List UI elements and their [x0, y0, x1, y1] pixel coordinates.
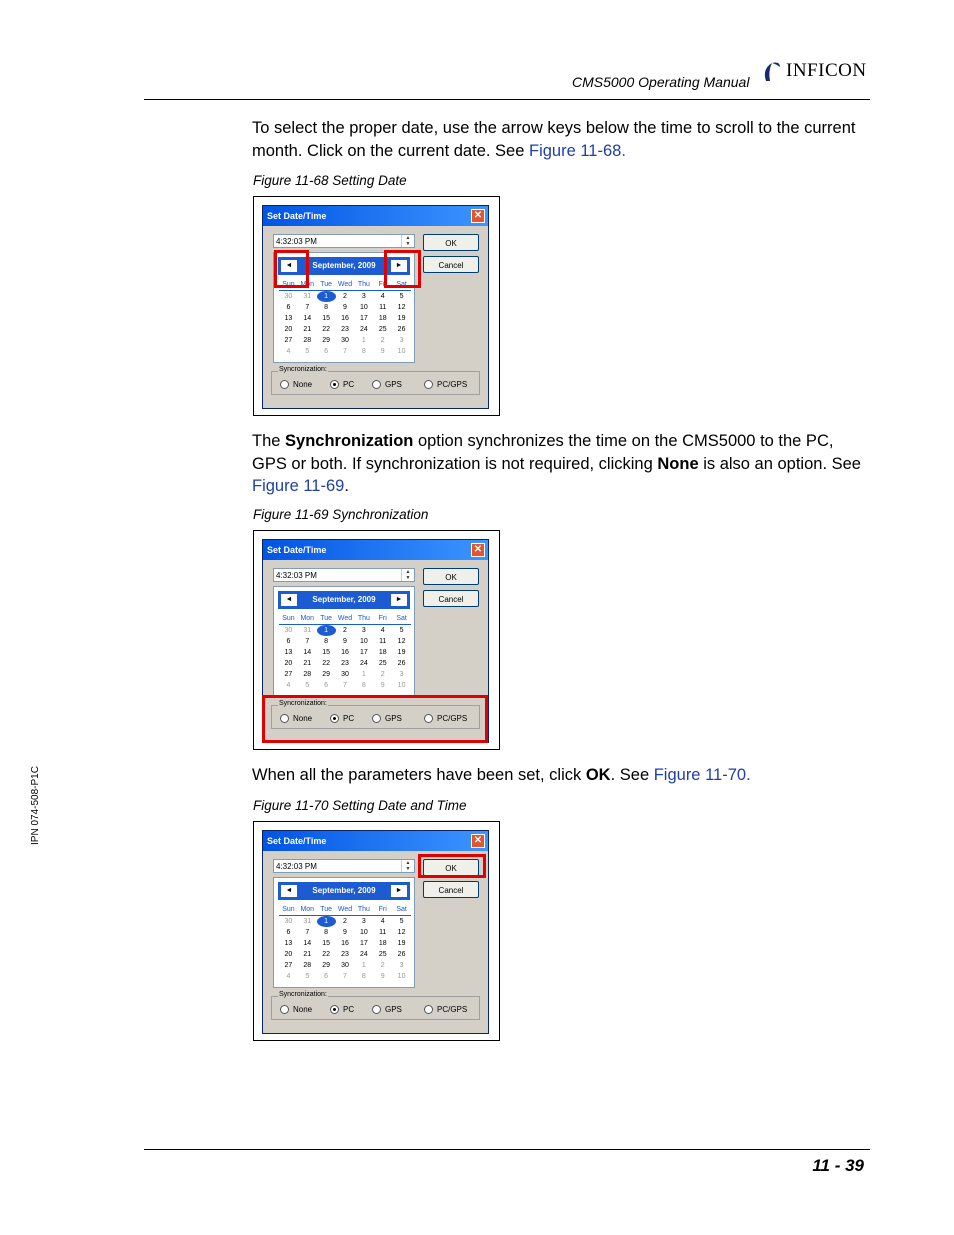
radio-icon [280, 380, 289, 389]
calendar-day[interactable]: 6 [324, 348, 329, 355]
day-of-week-label: Sat [392, 904, 411, 916]
sync-option-gps[interactable] [372, 380, 402, 389]
paragraph-2-text: option synchronizes the time on the CMS5000 to the PC, GPS or both. If synchronization is not required, clicking [252, 432, 834, 473]
ok-button[interactable]: OK [423, 859, 479, 876]
calendar-day[interactable]: 5 [399, 627, 404, 634]
time-spinner-icon[interactable]: ▲ ▼ [401, 860, 414, 872]
sync-option-none[interactable] [280, 380, 312, 389]
radio-selected-icon [330, 380, 339, 389]
sync-option-pc-gps[interactable] [424, 380, 467, 389]
calendar-day[interactable]: 22 [322, 660, 331, 667]
calendar-month: September, 2009 [312, 261, 376, 270]
calendar-grid [279, 279, 411, 357]
calendar-day[interactable]: 4 [286, 682, 291, 689]
calendar-day[interactable]: 2 [380, 671, 385, 678]
calendar-month: September, 2009 [312, 886, 376, 895]
calendar-day[interactable]: 30 [341, 337, 349, 344]
paragraph-2-text: is also an option. See [698, 454, 861, 473]
dialog-title: Set Date/Time [267, 836, 327, 846]
highlight-synchronization [262, 695, 488, 743]
calendar-day[interactable]: 1 [317, 625, 336, 636]
sync-option-pc-gps[interactable] [424, 1005, 467, 1014]
calendar-day[interactable]: 11 [379, 929, 387, 936]
calendar-day[interactable]: 5 [305, 348, 310, 355]
cancel-button[interactable]: Cancel [423, 881, 479, 898]
calendar-day[interactable]: 30 [284, 627, 293, 634]
calendar-day[interactable]: 2 [343, 627, 347, 634]
calendar-day[interactable]: 2 [343, 293, 347, 300]
figure-11-68 [253, 196, 500, 416]
calendar-day[interactable]: 8 [324, 638, 329, 645]
highlight-prev-arrow [274, 250, 309, 288]
calendar-day[interactable]: 15 [322, 315, 331, 322]
calendar-day[interactable]: 17 [359, 940, 368, 947]
calendar-day[interactable]: 9 [380, 682, 385, 689]
day-of-week-label: Fri [373, 613, 392, 625]
ok-button[interactable]: OK [423, 568, 479, 585]
calendar-day[interactable]: 10 [359, 638, 368, 645]
calendar-day[interactable]: 24 [359, 951, 368, 958]
sync-option-label: PC/GPS [437, 380, 468, 389]
calendar-day[interactable]: 23 [341, 326, 349, 333]
calendar-day[interactable]: 29 [322, 962, 331, 969]
calendar-day[interactable]: 3 [399, 671, 404, 678]
sync-option-pc[interactable] [330, 380, 354, 389]
sync-option-label: PC/GPS [437, 1005, 468, 1014]
inficon-mark-icon [760, 59, 782, 83]
dialog-title: Set Date/Time [267, 211, 327, 221]
calendar-day[interactable]: 30 [284, 293, 293, 300]
day-of-week-label: Tue [317, 279, 336, 291]
time-spinner-icon[interactable]: ▲ ▼ [401, 235, 414, 247]
figure-11-70-caption: Figure 11-70 Setting Date and Time [253, 798, 467, 813]
day-of-week-label: Fri [373, 279, 392, 291]
calendar-day[interactable]: 10 [397, 973, 406, 980]
calendar-day[interactable]: 9 [380, 973, 385, 980]
calendar-day[interactable]: 2 [380, 337, 385, 344]
time-input[interactable] [273, 859, 415, 873]
calendar-day[interactable]: 9 [343, 929, 347, 936]
calendar-day[interactable]: 5 [305, 682, 310, 689]
calendar-day[interactable]: 4 [286, 348, 291, 355]
calendar [273, 877, 415, 988]
calendar-day[interactable]: 20 [284, 326, 293, 333]
figure-11-69-caption: Figure 11-69 Synchronization [253, 507, 429, 522]
calendar-day[interactable]: 23 [341, 660, 349, 667]
calendar-day[interactable]: 3 [361, 918, 366, 925]
sync-option-label: None [293, 714, 313, 723]
sync-option-label: None [293, 380, 313, 389]
calendar-day[interactable]: 30 [284, 918, 293, 925]
calendar-day[interactable]: 17 [359, 649, 368, 656]
calendar-day[interactable]: 1 [361, 671, 366, 678]
calendar-header [278, 591, 410, 609]
sync-option-label: GPS [385, 714, 402, 723]
logo-text: INFICON [786, 60, 867, 81]
calendar-day[interactable]: 15 [322, 649, 331, 656]
day-of-week-label: Mon [298, 613, 317, 625]
calendar-day[interactable]: 5 [399, 918, 404, 925]
calendar-day[interactable]: 7 [305, 304, 310, 311]
calendar-day[interactable]: 27 [284, 671, 293, 678]
calendar-day[interactable]: 14 [303, 940, 312, 947]
paragraph-1 [252, 117, 872, 162]
calendar-day[interactable]: 14 [303, 315, 312, 322]
highlight-ok-button [418, 854, 486, 878]
cancel-button[interactable]: Cancel [423, 590, 479, 607]
sync-option-pc[interactable] [330, 1005, 354, 1014]
calendar-day[interactable]: 8 [361, 348, 366, 355]
paragraph-3-end: . [746, 766, 751, 784]
calendar-day[interactable]: 13 [284, 940, 293, 947]
calendar-day[interactable]: 23 [341, 951, 349, 958]
calendar-day[interactable]: 13 [284, 649, 293, 656]
prev-month-icon[interactable]: ◄ [281, 260, 297, 272]
radio-selected-icon [330, 1005, 339, 1014]
calendar-day[interactable]: 21 [303, 951, 312, 958]
calendar-day[interactable]: 22 [322, 951, 331, 958]
calendar-day[interactable]: 10 [359, 929, 368, 936]
calendar-day[interactable]: 25 [378, 660, 387, 667]
paragraph-3-bold: OK [585, 766, 611, 784]
calendar-day[interactable]: 8 [361, 682, 366, 689]
radio-icon [280, 1005, 289, 1014]
calendar-day[interactable]: 3 [399, 337, 404, 344]
calendar-day[interactable]: 28 [303, 671, 312, 678]
calendar-day[interactable]: 24 [359, 660, 368, 667]
sync-label: Syncronization: [279, 991, 327, 998]
calendar-day[interactable]: 16 [341, 649, 349, 656]
paragraph-1-text: To select the proper date, use the arrow keys below the time to scroll to the current month. Click on the current date. See [252, 119, 856, 160]
calendar-day[interactable]: 6 [324, 973, 329, 980]
time-input[interactable] [273, 568, 415, 582]
calendar-day[interactable]: 13 [284, 315, 293, 322]
calendar-day[interactable]: 1 [317, 291, 336, 302]
calendar-day[interactable]: 31 [303, 918, 312, 925]
day-of-week-label: Thu [354, 279, 373, 291]
calendar-day[interactable]: 1 [361, 962, 366, 969]
calendar-day[interactable]: 1 [317, 916, 336, 927]
figure-11-68-link[interactable]: Figure 11-68 [528, 141, 622, 160]
paragraph-2-text: The [252, 432, 286, 450]
paragraph-1-end: . [621, 141, 626, 160]
calendar-day[interactable]: 1 [361, 337, 366, 344]
calendar-day[interactable]: 18 [378, 315, 387, 322]
calendar-day[interactable]: 7 [343, 682, 347, 689]
calendar-day[interactable]: 4 [380, 293, 385, 300]
sync-option-gps[interactable] [372, 1005, 402, 1014]
calendar-grid [279, 904, 411, 982]
calendar-day[interactable]: 19 [397, 940, 406, 947]
running-header: CMS5000 Operating Manual [572, 74, 750, 90]
radio-icon [424, 380, 433, 389]
calendar-day[interactable]: 22 [322, 326, 331, 333]
day-of-week-label: Thu [354, 904, 373, 916]
dialog-title-bar [263, 831, 488, 851]
day-of-week-label: Sat [392, 279, 411, 291]
calendar-day[interactable]: 17 [359, 315, 368, 322]
calendar-day[interactable]: 10 [397, 682, 406, 689]
time-input[interactable] [273, 234, 415, 248]
calendar-day[interactable]: 31 [303, 627, 312, 634]
paragraph-2-end: . [344, 477, 349, 495]
document-id: IPN 074-508-P1C [30, 766, 41, 845]
figure-11-69 [253, 530, 500, 750]
calendar-day[interactable]: 8 [324, 304, 329, 311]
calendar-day[interactable]: 2 [343, 918, 347, 925]
calendar-day[interactable]: 30 [341, 671, 349, 678]
time-spinner-icon[interactable]: ▲ ▼ [401, 569, 414, 581]
day-of-week-label: Sun [279, 904, 298, 916]
paragraph-2-bold: None [657, 454, 699, 473]
set-date-time-dialog [262, 205, 489, 409]
day-of-week-label: Wed [336, 279, 355, 291]
time-value: 4:32:03 PM [276, 571, 317, 580]
paragraph-3-text: . See [610, 766, 654, 784]
day-of-week-label: Thu [354, 613, 373, 625]
prev-month-icon[interactable]: ◄ [281, 594, 297, 606]
calendar-day[interactable]: 12 [397, 304, 406, 311]
calendar-day[interactable]: 9 [380, 348, 385, 355]
calendar-day[interactable]: 27 [284, 337, 293, 344]
header-rule [144, 99, 870, 100]
calendar-day[interactable]: 3 [399, 962, 404, 969]
calendar-day[interactable]: 20 [284, 660, 293, 667]
figure-11-68-caption: Figure 11-68 Setting Date [253, 173, 407, 188]
calendar-day[interactable]: 2 [380, 962, 385, 969]
day-of-week-label: Fri [373, 904, 392, 916]
calendar-day[interactable]: 8 [324, 929, 329, 936]
highlight-next-arrow [384, 250, 421, 288]
calendar-day[interactable]: 5 [305, 973, 310, 980]
calendar-day[interactable]: 14 [303, 649, 312, 656]
calendar-day[interactable]: 21 [303, 326, 312, 333]
day-of-week-label: Sat [392, 613, 411, 625]
calendar-day[interactable]: 10 [359, 304, 368, 311]
close-icon[interactable]: ✕ [471, 834, 485, 848]
calendar-day[interactable]: 9 [343, 304, 347, 311]
calendar-day[interactable]: 4 [380, 918, 385, 925]
calendar-day[interactable]: 7 [343, 973, 347, 980]
calendar-day[interactable]: 26 [397, 951, 406, 958]
sync-option-none[interactable] [280, 1005, 312, 1014]
calendar-day[interactable]: 19 [397, 649, 406, 656]
calendar-day[interactable]: 19 [397, 315, 406, 322]
calendar-day[interactable]: 28 [303, 337, 312, 344]
radio-icon [372, 1005, 381, 1014]
calendar-day[interactable]: 11 [379, 638, 387, 645]
next-month-icon[interactable]: ► [391, 594, 407, 606]
calendar-day[interactable]: 7 [343, 348, 347, 355]
calendar-day[interactable]: 12 [397, 929, 406, 936]
day-of-week-label: Sun [279, 613, 298, 625]
calendar-grid [279, 613, 411, 691]
calendar-day[interactable]: 30 [341, 962, 349, 969]
calendar-day[interactable]: 4 [380, 627, 385, 634]
day-of-week-label: Mon [298, 904, 317, 916]
day-of-week-label: Wed [336, 613, 355, 625]
calendar-day[interactable]: 7 [305, 638, 310, 645]
synchronization-group [271, 366, 480, 395]
footer-rule [144, 1149, 870, 1150]
calendar-day[interactable]: 16 [341, 315, 349, 322]
paragraph-2-bold: Synchronization [285, 432, 414, 450]
calendar-day[interactable]: 16 [341, 940, 349, 947]
calendar-day[interactable]: 11 [379, 304, 387, 311]
dialog-title-bar [263, 206, 488, 226]
calendar-day[interactable]: 26 [397, 660, 406, 667]
paragraph-3-text: When all the parameters have been set, click [252, 766, 586, 784]
calendar-day[interactable]: 6 [286, 929, 291, 936]
calendar-day[interactable]: 31 [303, 293, 312, 300]
calendar-day[interactable]: 27 [284, 962, 293, 969]
next-month-icon[interactable]: ► [391, 260, 407, 272]
day-of-week-label: Wed [336, 904, 355, 916]
dialog-title-bar [263, 540, 488, 560]
dialog-title: Set Date/Time [267, 545, 327, 555]
paragraph-2 [252, 430, 872, 498]
sync-option-label: PC [343, 380, 355, 389]
sync-option-label: None [293, 1005, 313, 1014]
day-of-week-label: Tue [317, 904, 336, 916]
calendar-day[interactable]: 29 [322, 337, 331, 344]
calendar-header [278, 882, 410, 900]
calendar-day[interactable]: 24 [359, 326, 368, 333]
calendar-day[interactable]: 21 [303, 660, 312, 667]
calendar-day[interactable]: 3 [361, 627, 366, 634]
close-icon[interactable]: ✕ [471, 209, 485, 223]
radio-icon [424, 1005, 433, 1014]
figure-11-69-link[interactable]: Figure 11-69 [252, 477, 345, 495]
sync-option-label: GPS [385, 380, 402, 389]
calendar-day[interactable]: 7 [305, 929, 310, 936]
sync-option-label: PC/GPS [437, 714, 468, 723]
calendar-day[interactable]: 6 [286, 638, 291, 645]
ok-button[interactable]: OK [423, 234, 479, 251]
sync-option-label: PC [343, 714, 355, 723]
day-of-week-label: Tue [317, 613, 336, 625]
synchronization-group [271, 991, 480, 1020]
figure-11-70-link[interactable]: Figure 11-70 [653, 766, 747, 784]
calendar-day[interactable]: 20 [284, 951, 293, 958]
calendar-day[interactable]: 4 [286, 973, 291, 980]
calendar-day[interactable]: 6 [286, 304, 291, 311]
figure-11-70 [253, 821, 500, 1041]
close-icon[interactable]: ✕ [471, 543, 485, 557]
calendar-day[interactable]: 26 [397, 326, 406, 333]
calendar-day[interactable]: 18 [378, 649, 387, 656]
calendar-day[interactable]: 28 [303, 962, 312, 969]
cancel-button[interactable]: Cancel [423, 256, 479, 273]
calendar-day[interactable]: 6 [324, 682, 329, 689]
day-of-week-label: Sun [279, 279, 298, 291]
calendar-day[interactable]: 8 [361, 973, 366, 980]
day-of-week-label: Mon [298, 279, 317, 291]
sync-label: Syncronization: [279, 700, 327, 707]
calendar-day[interactable]: 10 [397, 348, 406, 355]
calendar-day[interactable]: 9 [343, 638, 347, 645]
calendar-day[interactable]: 15 [322, 940, 331, 947]
calendar-day[interactable]: 25 [378, 326, 387, 333]
calendar [273, 586, 415, 697]
time-value: 4:32:03 PM [276, 237, 317, 246]
sync-option-label: GPS [385, 1005, 402, 1014]
calendar-day[interactable]: 25 [378, 951, 387, 958]
prev-month-icon[interactable]: ◄ [281, 885, 297, 897]
calendar-day[interactable]: 29 [322, 671, 331, 678]
paragraph-3 [252, 764, 872, 787]
time-value: 4:32:03 PM [276, 862, 317, 871]
calendar-day[interactable]: 18 [378, 940, 387, 947]
sync-option-label: PC [343, 1005, 355, 1014]
calendar-day[interactable]: 5 [399, 293, 404, 300]
sync-label: Syncronization: [279, 366, 327, 373]
calendar-month: September, 2009 [312, 595, 376, 604]
inficon-logo [760, 58, 867, 84]
radio-icon [372, 380, 381, 389]
calendar-day[interactable]: 3 [361, 293, 366, 300]
next-month-icon[interactable]: ► [391, 885, 407, 897]
page-number: 11 - 39 [812, 1156, 864, 1175]
calendar-day[interactable]: 12 [397, 638, 406, 645]
